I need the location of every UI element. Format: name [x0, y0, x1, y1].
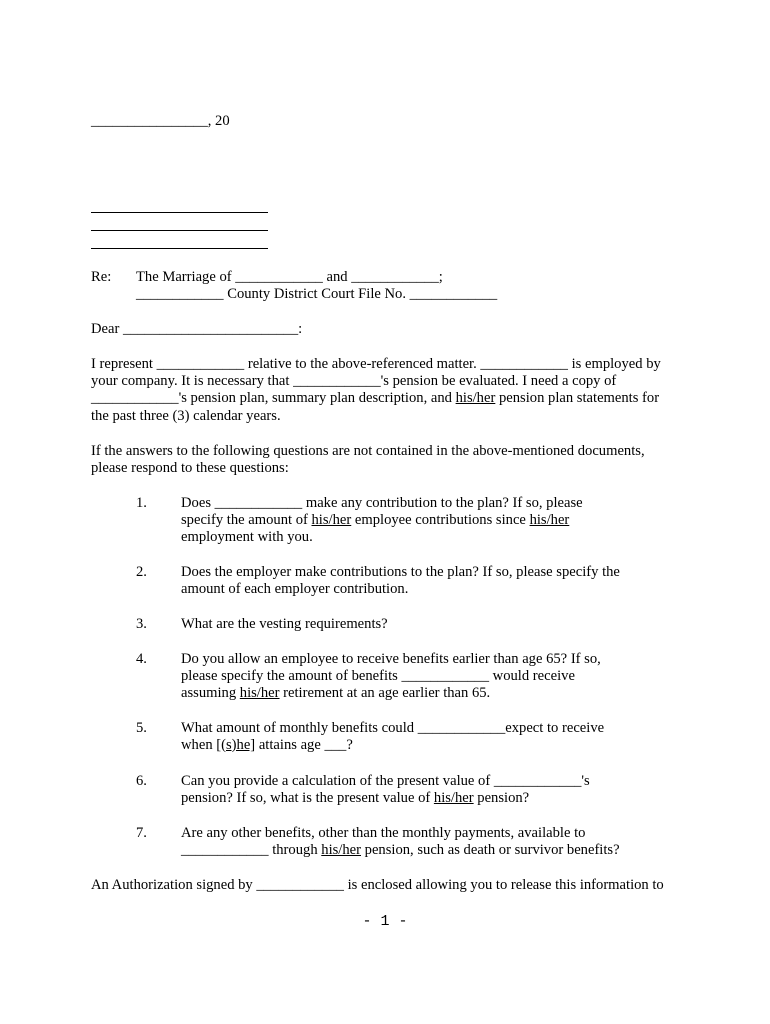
item-5-line-2: [181, 737, 353, 754]
item-7-line-1: Are any other benefits, other than the monthly payments, available to: [181, 825, 586, 841]
item-number: 1.: [136, 495, 147, 511]
questions-intro-line-2: please respond to these questions:: [91, 460, 289, 476]
item-number: 2.: [136, 564, 147, 580]
underlined-pronoun: his/her: [455, 390, 496, 406]
item-1-line-3: employment with you.: [181, 529, 313, 545]
item-5-line-1: What amount of monthly benefits could ____________expect to receive: [181, 720, 605, 736]
page-number: - 1 -: [362, 913, 408, 930]
underlined-pronoun: his/her: [529, 512, 570, 528]
address-line-1: [91, 212, 268, 213]
intro-text: ____________'s pension plan, summary plan description, and: [91, 390, 456, 406]
underlined-pronoun: his/her: [239, 685, 280, 701]
re-line-1: The Marriage of ____________ and ____________;: [136, 269, 443, 285]
item-number: 4.: [136, 651, 147, 667]
item-text: attains age ___?: [255, 737, 353, 753]
item-number: 7.: [136, 825, 147, 841]
item-text: pension, such as death or survivor benefits?: [361, 842, 620, 858]
item-1-line-2: [181, 512, 569, 529]
item-3-line-1: What are the vesting requirements?: [181, 616, 388, 632]
item-6-line-1: Can you provide a calculation of the present value of ____________'s: [181, 773, 590, 789]
closing-line: An Authorization signed by ____________ is enclosed allowing you to release this information to: [91, 877, 664, 893]
intro-line-3: [91, 390, 659, 407]
intro-line-1: I represent ____________ relative to the above-referenced matter. ____________ is employed by: [91, 356, 661, 372]
re-line-2: ____________ County District Court File No. ____________: [136, 286, 498, 302]
item-text: retirement at an age earlier than 65.: [279, 685, 491, 701]
intro-line-4: the past three (3) calendar years.: [91, 408, 281, 424]
item-text: ____________ through: [181, 842, 322, 858]
item-text: assuming: [181, 685, 240, 701]
intro-text: pension plan statements for: [495, 390, 660, 406]
item-text: when: [181, 737, 217, 753]
item-number: 5.: [136, 720, 147, 736]
item-number: 3.: [136, 616, 147, 632]
item-2-line-2: amount of each employer contribution.: [181, 581, 409, 597]
address-line-2: [91, 230, 268, 231]
item-number: 6.: [136, 773, 147, 789]
intro-line-2: your company. It is necessary that ____________'s pension be evaluated. I need a copy of: [91, 373, 617, 389]
item-6-line-2: [181, 790, 529, 807]
questions-intro-line-1: If the answers to the following questions are not contained in the above-mentioned documents,: [91, 443, 645, 459]
underlined-pronoun: [(s)he]: [216, 737, 256, 753]
item-4-line-3: [181, 685, 490, 702]
item-4-line-2: please specify the amount of benefits ____________ would receive: [181, 668, 575, 684]
date-line: ________________, 20: [91, 113, 230, 129]
item-4-line-1: Do you allow an employee to receive benefits earlier than age 65? If so,: [181, 651, 601, 667]
item-text: employee contributions since: [351, 512, 530, 528]
item-1-line-1: Does ____________ make any contribution to the plan? If so, please: [181, 495, 583, 511]
item-7-line-2: [181, 842, 620, 859]
underlined-pronoun: his/her: [311, 512, 352, 528]
item-text: pension?: [473, 790, 530, 806]
item-text: specify the amount of: [181, 512, 312, 528]
salutation: Dear ________________________:: [91, 321, 303, 337]
item-text: pension? If so, what is the present value of: [181, 790, 434, 806]
address-line-3: [91, 248, 268, 249]
underlined-pronoun: his/her: [433, 790, 474, 806]
item-2-line-1: Does the employer make contributions to the plan? If so, please specify the: [181, 564, 620, 580]
re-label: Re:: [91, 269, 112, 285]
underlined-pronoun: his/her: [321, 842, 361, 858]
